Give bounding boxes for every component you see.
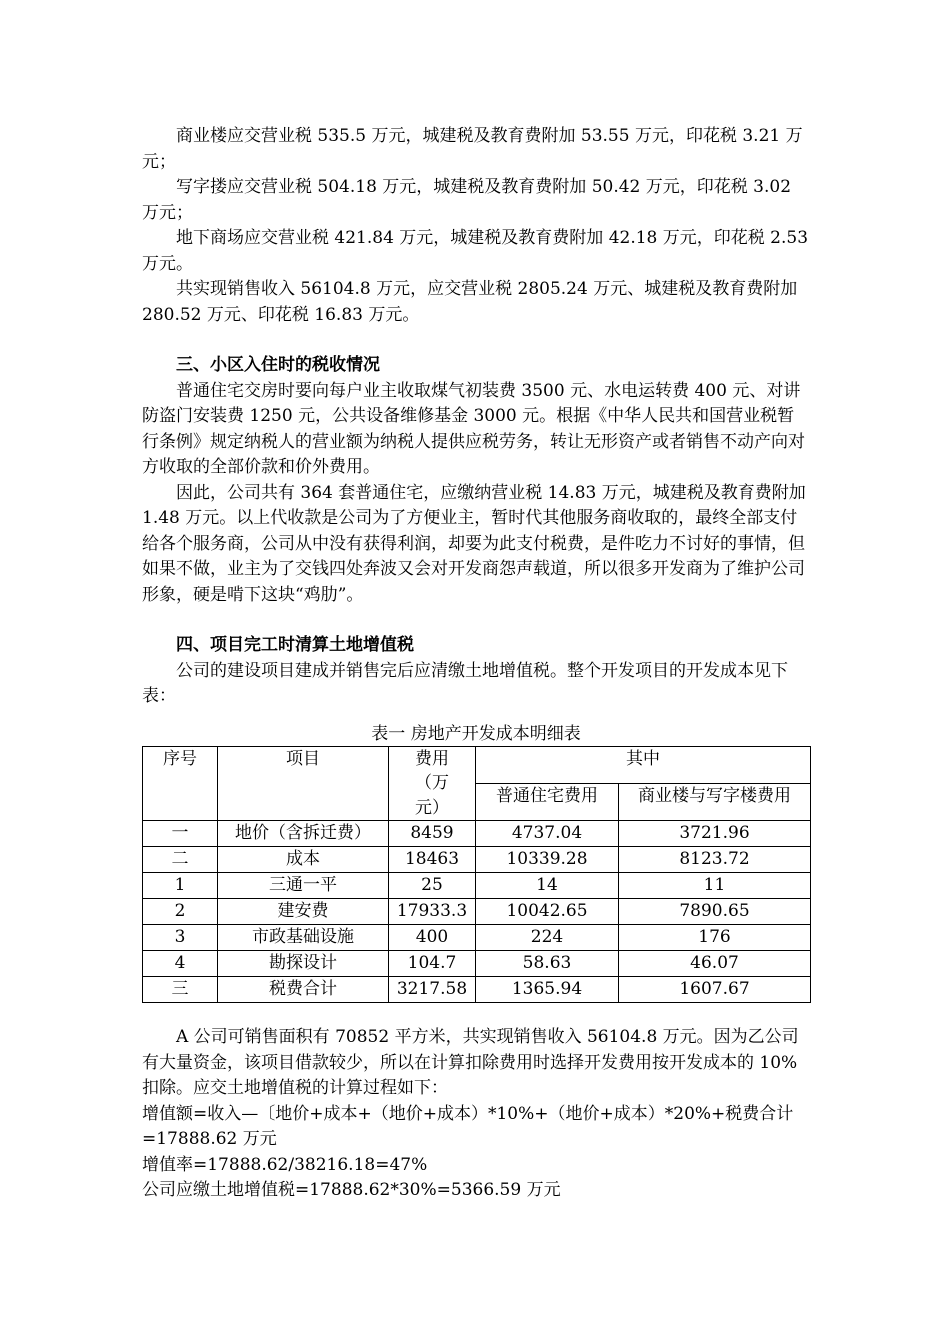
paragraph-office-tax: 写字搂应交营业税 504.18 万元，城建税及教育费附加 50.42 万元，印花税 3.02 万元； bbox=[142, 177, 792, 223]
header-cost: 费用 （万 元） bbox=[389, 746, 476, 821]
section3-paragraph-2: 因此，公司共有 364 套普通住宅，应缴纳营业税 14.83 万元，城建税及教育费附加 1.48 万元。以上代收款是公司为了方便业主，暂时代其他服务商收取的，最终全部支付给各个服务商，公司从中没有获得利润，却要为此支付税费，是件吃力不讨好的事情，但如果不做，业主为了交钱四处奔波又会对开发商怨声载道，所以很多开发商为了维护公司形象，硬是啃下这块“鸡肋”。 bbox=[142, 482, 806, 605]
table-row: 3 市政基础设施 400 224 176 bbox=[143, 925, 811, 951]
section3-heading: 三、小区入住时的税收情况 bbox=[176, 355, 380, 375]
paragraph-underground-tax: 地下商场应交营业税 421.84 万元，城建税及教育费附加 42.18 万元，印花税 2.53 万元。 bbox=[142, 228, 809, 274]
header-item: 项目 bbox=[218, 746, 389, 821]
header-commercial: 商业楼与写字楼费用 bbox=[619, 783, 811, 820]
formula-value-added-rate: 增值率=17888.62/38216.18=47% bbox=[142, 1154, 428, 1175]
table-header-row bbox=[143, 746, 811, 783]
table-row: 4 勘探设计 104.7 58.63 46.07 bbox=[143, 951, 811, 977]
header-seq: 序号 bbox=[143, 746, 218, 821]
table-row: 一 地价（含拆迁费） 8459 4737.04 3721.96 bbox=[143, 821, 811, 847]
header-among: 其中 bbox=[476, 746, 811, 783]
header-residential: 普通住宅费用 bbox=[476, 783, 619, 820]
conclusion-paragraph: A 公司可销售面积有 70852 平方米，共实现销售收入 56104.8 万元。因为乙公司有大量资金，该项目借款较少，所以在计算扣除费用时选择开发费用按开发成本的 10%扣除。应交土地增值税的计算过程如下： bbox=[142, 1027, 799, 1098]
section4-intro: 公司的建设项目建成并销售完后应清缴土地增值税。整个开发项目的开发成本见下表： bbox=[142, 660, 788, 706]
formula-value-added: 增值额=收入—〔地价+成本+（地价+成本）*10%+（地价+成本）*20%+税费合计=17888.62 万元 bbox=[142, 1103, 794, 1149]
formula-land-tax: 公司应缴土地增值税=17888.62*30%=5366.59 万元 bbox=[142, 1180, 561, 1200]
table-row: 2 建安费 17933.3 10042.65 7890.65 bbox=[143, 899, 811, 925]
section4-heading: 四、项目完工时清算土地增值税 bbox=[176, 635, 414, 655]
paragraph-commercial-tax: 商业楼应交营业税 535.5 万元，城建税及教育费附加 53.55 万元，印花税 3.21 万元； bbox=[142, 126, 803, 172]
table-row: 1 三通一平 25 14 11 bbox=[143, 873, 811, 899]
document-page bbox=[142, 124, 810, 1204]
cost-table bbox=[142, 746, 811, 1004]
table-row: 三 税费合计 3217.58 1365.94 1607.67 bbox=[143, 977, 811, 1003]
section3-paragraph-1: 普通住宅交房时要向每户业主收取煤气初装费 3500 元、水电运转费 400 元、对讲防盗门安装费 1250 元，公共设备维修基金 3000 元。根据《中华人民共和国营业税暂行条例》规定纳税人的营业额为纳税人提供应税劳务，转让无形资产或者销售不动产向对方收取的全部价款和价外费用。 bbox=[142, 380, 805, 477]
table-row: 二 成本 18463 10339.28 8123.72 bbox=[143, 847, 811, 873]
paragraph-total-tax: 共实现销售收入 56104.8 万元，应交营业税 2805.24 万元、城建税及教育费附加 280.52 万元、印花税 16.83 万元。 bbox=[142, 279, 798, 325]
table-caption: 表一 房地产开发成本明细表 bbox=[371, 723, 581, 744]
